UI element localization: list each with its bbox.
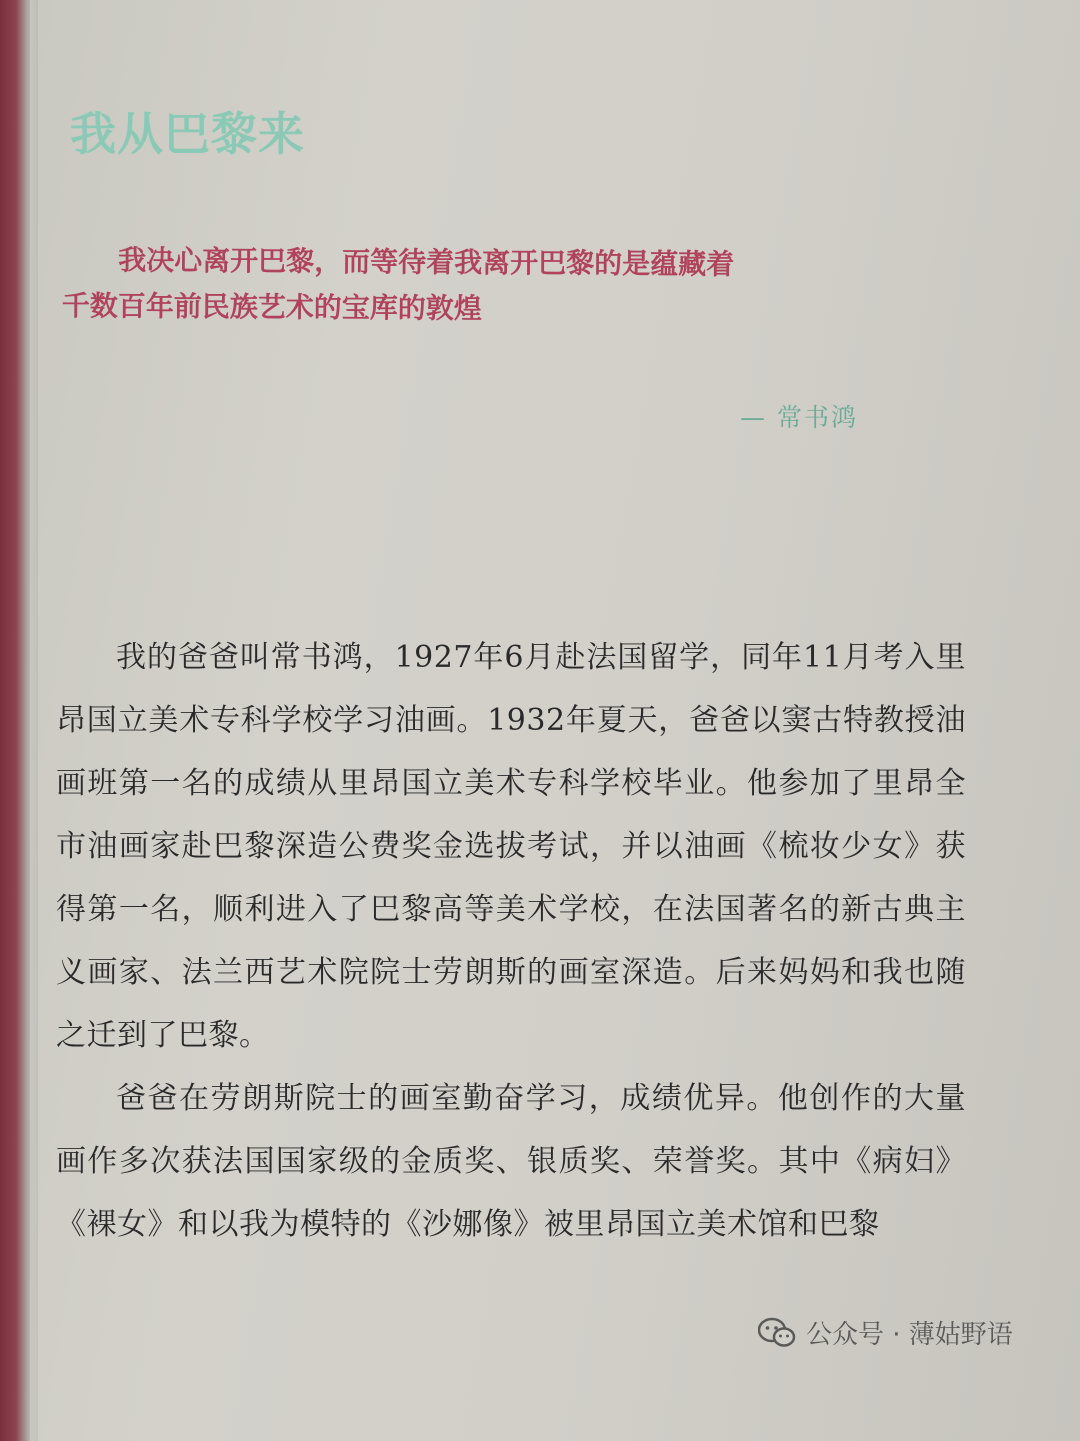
page-edge-shadow — [30, 0, 38, 1441]
epigraph-attribution: — 常书鸿 — [740, 403, 858, 432]
wechat-account-watermark — [758, 1314, 1013, 1351]
wechat-icon — [758, 1317, 796, 1349]
watermark-text: 公众号 · 薄姑野语 — [806, 1320, 1013, 1350]
body-text — [56, 626, 966, 1256]
epigraph-line-1: 我决心离开巴黎，而等待着我离开巴黎的是蕴藏着 — [118, 243, 735, 281]
chapter-title: 我从巴黎来 — [70, 107, 305, 161]
paragraph-2: 爸爸在劳朗斯院士的画室勤奋学习，成绩优异。他创作的大量画作多次获法国国家级的金质奖、银质奖、荣誉奖。其中《病妇》《裸女》和以我为模特的《沙娜像》被里昂国立美术馆和巴黎 — [56, 1081, 966, 1242]
paragraph-1: 我的爸爸叫常书鸿，1927年6月赴法国留学，同年11月考入里昂国立美术专科学校学习油画。1932年夏天，爸爸以窦古特教授油画班第一名的成绩从里昂国立美术专科学校毕业。他参加了里昂全市油画家赴巴黎深造公费奖金选拔考试，并以油画《梳妆少女》获得第一名，顺利进入了巴黎高等美术学校，在法国著名的新古典主义画家、法兰西艺术院院士劳朗斯的画室深造。后来妈妈和我也随之迁到了巴黎。 — [56, 640, 966, 1053]
epigraph — [62, 237, 883, 335]
epigraph-line-2: 千数百年前民族艺术的宝库的敦煌 — [61, 289, 482, 326]
